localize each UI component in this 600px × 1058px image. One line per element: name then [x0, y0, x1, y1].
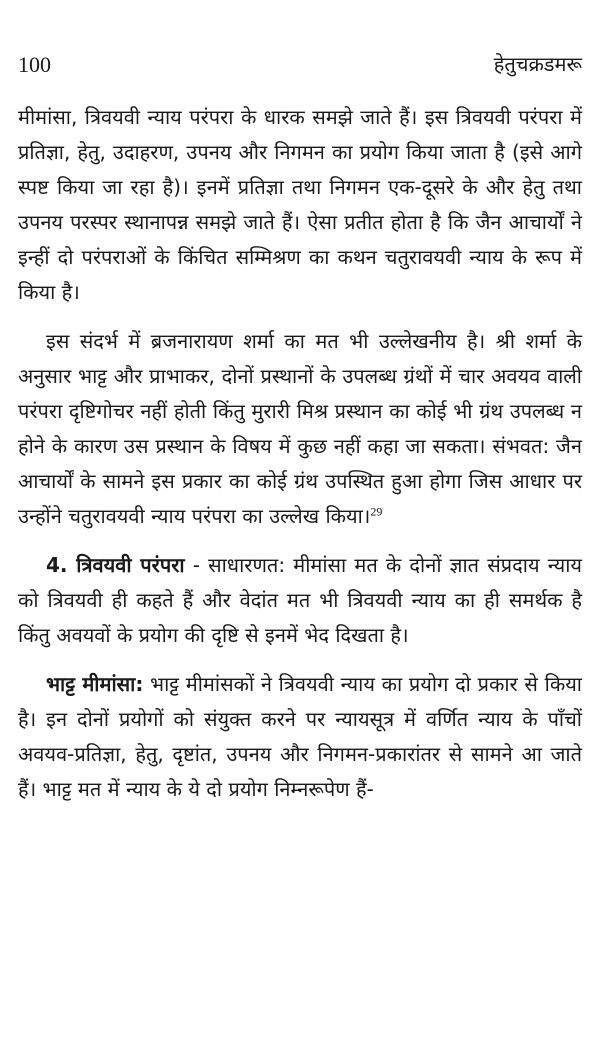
running-title: हेतुचक्रडमरू [493, 52, 582, 76]
paragraph-3-text: - साधारणत: मीमांसा मत के दोनों ज्ञात संप्रदाय न्याय को त्रिवयवी ही कहते हैं और वेदांत मत भी त्रिवयवी न्याय का ही समर्थक है किंतु अवयवों के प्रयोग की दृष्टि से इनमें भेद दिखता है। [18, 553, 582, 647]
paragraph-2-text: इस संदर्भ में ब्रजनारायण शर्मा का मत भी उल्लेखनीय है। श्री शर्मा के अनुसार भाट्ट और प्राभाकर, दोनों प्रस्थानों के उपलब्ध ग्रंथों में चार अवयव वाली परंपरा दृष्टिगोचर नहीं होती किंतु मुरारी मिश्र प्रस्थान का कोई भी ग्रंथ उपलब्ध न होने के कारण उस प्रस्थान के विषय में कुछ नहीं कहा जा सकता। संभवत: जैन आचार्यों के सामने इस प्रकार का कोई ग्रंथ उपस्थित हुआ होगा जिस आधार पर उन्होंने चतुरावयवी न्याय परंपरा का उल्लेख किया। [18, 329, 582, 528]
paragraph-4-text: भाट्ट मीमांसकों ने त्रिवयवी न्याय का प्रयोग दो प्रकार से किया है। इन दोनों प्रयोगों को संयुक्त करने पर न्यायसूत्र में वर्णित न्याय के पाँचों अवयव-प्रतिज्ञा, हेतु, दृष्टांत, उपनय और निगमन-प्रकारांतर से सामने आ जाते हैं। भाट्ट मत में न्याय के ये दो प्रयोग निम्नरूपेण हैं- [18, 672, 582, 801]
paragraph-2 [18, 324, 582, 534]
page-content [18, 100, 582, 821]
section-heading-bhatt-mimansa: भाट्ट मीमांसा: [46, 672, 144, 696]
paragraph-3 [18, 548, 582, 653]
paragraph-1 [18, 100, 582, 310]
paragraph-4 [18, 667, 582, 807]
page-number: 100 [18, 52, 51, 77]
footnote-marker: 29 [370, 504, 383, 519]
section-heading-trivayavi: 4. त्रिवयवी परंपरा [46, 553, 185, 577]
paragraph-1-text: मीमांसा, त्रिवयवी न्याय परंपरा के धारक समझे जाते हैं। इस त्रिवयवी परंपरा में प्रतिज्ञा, हेतु, उदाहरण, उपनय और निगमन का प्रयोग किया जाता है (इसे आगे स्पष्ट किया जा रहा है)। इनमें प्रतिज्ञा तथा निगमन एक-दूसरे के और हेतु तथा उपनय परस्पर स्थानापन्न समझे जाते हैं। ऐसा प्रतीत होता है कि जैन आचार्यों ने इन्हीं दो परंपराओं के किंचित सम्मिश्रण का कथन चतुरावयवी न्याय के रूप में किया है। [18, 105, 582, 304]
page-header [18, 44, 582, 84]
